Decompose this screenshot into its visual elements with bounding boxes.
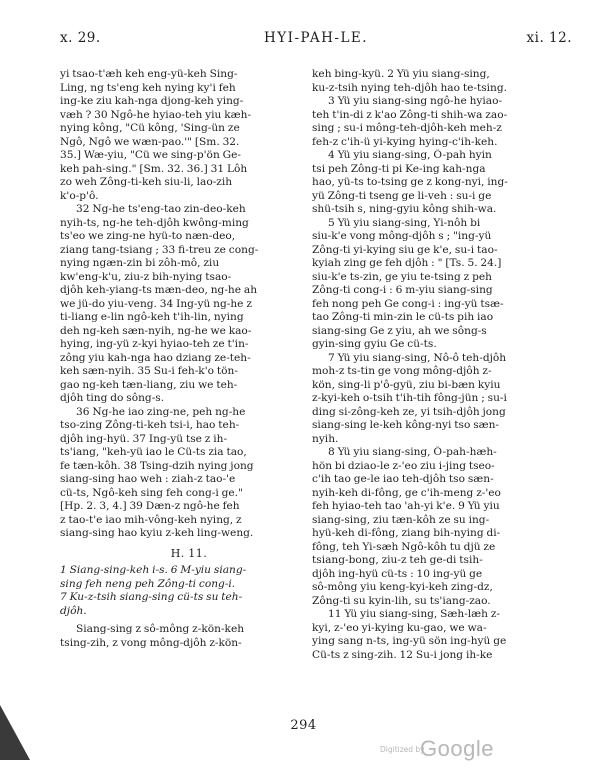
chapter-summary-line: 1 Siang-sing-keh i-s. 6 M-yiu siang- xyxy=(60,564,247,576)
text-line: siu-k'e ts-zin, ge yiu te-tsing z peh xyxy=(312,270,492,283)
text-line: we jü-do yiu-veng. 34 Ing-yü ng-he z xyxy=(60,297,252,310)
text-line: 5 Yü yiu siang-sing, Yi-nôh bi xyxy=(328,216,481,229)
text-line: nyih-keh di-fông, ge c'ih-meng z-'eo xyxy=(312,486,501,499)
text-line: ts'eo we zing-ne hyü-to næn-deo, xyxy=(60,230,236,242)
text-line: k'o-p'ô. xyxy=(60,189,99,202)
text-line: 32 Ng-he ts'eng-tao zin-deo-keh xyxy=(76,203,246,215)
text-line: siang-sing Ge z yiu, ah we sông-s xyxy=(312,324,487,337)
text-line: djôh ting do sông-s. xyxy=(60,392,165,404)
text-line: Ngô, Ngô we wæn-pao.'" [Sm. 32. xyxy=(60,135,240,148)
text-line: keh sæn-nyih. 35 Su-i feh-k'o tön- xyxy=(60,365,238,377)
text-line: Cü-ts z sing-zih. 12 Su-i jong ih-ke xyxy=(312,648,493,661)
text-line: tso-zing Zông-ti-keh tsi-i, hao teh- xyxy=(60,419,240,431)
text-line: kyi, z-'eo yi-kying ku-gao, we wa- xyxy=(312,621,487,634)
text-line: Ling, ng ts'eng keh nying ky'i feh xyxy=(60,81,236,94)
text-line: ti-liang e-lin ngô-keh t'ih-lin, nying xyxy=(60,311,244,323)
text-line: c'ih tao ge-le iao teh-djôh tso sæn- xyxy=(312,473,494,485)
text-line: Siang-sing z sô-mông z-kön-keh xyxy=(76,623,245,635)
text-line: siang-sing, ziu tæn-kôh ze su ing- xyxy=(312,513,490,526)
text-line: 35.] Wæ-yiu, "Cü we sing-p'ön Ge- xyxy=(60,149,241,161)
text-line: keh pah-sing." [Sm. 32. 36.] 31 Lôh xyxy=(60,162,248,175)
text-line: ding si-zông-keh ze, yi tsih-djôh jong xyxy=(312,405,506,418)
text-line: gyin-sing gyiu Ge cü-ts. xyxy=(312,338,437,350)
text-line: [Hp. 2. 3, 4.] 39 Dæn-z ngô-he feh xyxy=(60,500,240,512)
text-line: keh bing-kyü. 2 Yü yiu siang-sing, xyxy=(312,68,490,80)
text-line: væh ? 30 Ngô-he hyiao-teh yiu kæh- xyxy=(60,108,252,121)
text-line: kön, sing-li p'ô-gyü, ziu bi-bæn kyiu xyxy=(312,378,501,391)
text-line: 36 Ng-he iao zing-ne, peh ng-he xyxy=(76,405,246,418)
text-line: z tao-t'e iao mih-vông-keh nying, z xyxy=(60,513,242,526)
text-line: tsing-zih, z vong mông-djôh z-kön- xyxy=(60,636,242,649)
text-line: nying ngæn-zin bi zôh-mô, ziu xyxy=(60,257,220,269)
text-line: siang-sing le-keh kông-nyi tso sæn- xyxy=(312,419,500,431)
text-line: tsi peh Zông-ti pi Ke-ing kah-nga xyxy=(312,162,486,175)
text-line: 7 Yü yiu siang-sing, Nô-ô teh-djôh xyxy=(328,351,507,364)
chapter-summary-line: djôh. xyxy=(60,604,87,617)
text-line: sô-mông yiu keng-kyi-keh zing-dz, xyxy=(312,581,493,593)
watermark-google-logo: Google xyxy=(420,736,494,761)
google-watermark xyxy=(380,736,520,760)
text-line: ing-ke ziu kah-nga djong-keh ying- xyxy=(60,95,244,107)
text-line: djôh keh-yiang-ts mæn-deo, ng-he ah xyxy=(60,284,258,296)
text-line: nyih-ts, ng-he teh-djôh kwông-ming xyxy=(60,216,249,229)
text-line: hön bi dziao-le z-'eo ziu i-jing tseo- xyxy=(312,459,495,472)
chapter-summary-line: sing feh neng peh Zông-ti cong-i. xyxy=(60,577,236,590)
text-line: gao ng-keh tæn-liang, ziu we teh- xyxy=(60,378,238,391)
text-line: Zông-ti yi-kying siu ge k'e, su-i tao- xyxy=(312,243,498,256)
text-line: kyiah zing ge feh djôh : " [Ts. 5. 24.] xyxy=(312,257,502,269)
text-line: yi tsao-t'æh keh eng-yü-keh Sing- xyxy=(60,68,238,80)
text-line: 4 Yü yiu siang-sing, Ô-pah hyin xyxy=(328,149,492,161)
text-line: kw'eng-k'u, ziu-z bih-nying tsao- xyxy=(60,270,232,283)
text-line: tao Zông-ti min-zin le cü-ts pih iao xyxy=(312,311,494,323)
text-line: hao, yü-ts to-tsing ge z kong-nyi, ing- xyxy=(312,176,508,188)
text-line: 11 Yü yiu siang-sing, Sæh-læh z- xyxy=(328,608,500,620)
text-line: tsiang-bong, ziu-z teh ge-di tsih- xyxy=(312,554,483,566)
text-line: hyü-keh di-fông, ziang bih-nying di- xyxy=(312,527,501,539)
text-line: zông yiu kah-nga hao dziang ze-teh- xyxy=(60,351,251,364)
text-line: zo weh Zông-ti-keh siu-li, lao-zih xyxy=(60,176,233,188)
header-chapter-right: xi. 12. xyxy=(526,30,572,46)
text-line: fe tæn-kôh. 38 Tsing-dzih nying jong xyxy=(60,459,254,472)
chapter-heading: H. 11. xyxy=(170,546,208,560)
text-line: sing ; su-i mông-teh-djôh-keh meh-z xyxy=(312,122,502,134)
text-line: siang-sing hao kyiu z-keh ling-weng. xyxy=(60,527,254,539)
left-column xyxy=(60,68,318,698)
header-chapter-left: x. 29. xyxy=(60,30,101,46)
text-line: ziang tang-tsiang ; 33 fi-treu ze cong- xyxy=(60,243,259,256)
right-column xyxy=(312,68,570,698)
text-line: deh ng-keh sæn-nyih, ng-he we kao- xyxy=(60,324,252,337)
text-line: ku-z-tsih nying teh-djôh hao te-tsing. xyxy=(312,81,508,94)
text-line: ts'iang, "keh-yü iao le Cü-ts zia tao, xyxy=(60,446,247,458)
text-line: siu-k'e vong mông-djôh s ; "ing-yü xyxy=(312,230,492,242)
header-title: HYI-PAH-LE. xyxy=(263,30,369,46)
text-line: siang-sing hao weh : ziah-z tao-'e xyxy=(60,473,236,485)
text-line: feh hyiao-teh tao 'ah-yi k'e. 9 Yü yiu xyxy=(312,500,500,512)
text-line: djôh ing-hyü. 37 Ing-yü tse z ih- xyxy=(60,432,228,445)
text-line: hying, ing-yü z-kyi hyiao-teh ze t'in- xyxy=(60,338,249,350)
watermark-digitized-by: Digitized by xyxy=(380,745,425,754)
chapter-summary-line: 7 Ku-z-tsih siang-sing cü-ts su teh- xyxy=(60,591,243,603)
text-line: Zông-ti cong-i : 6 m-yiu siang-sing xyxy=(312,284,493,296)
text-line: z-kyi-keh o-tsih t'ih-tih fông-jün ; su-i xyxy=(312,392,507,404)
text-line: ying sang n-ts, ing-yü sön ing-hyü ge xyxy=(312,635,507,647)
page-number: 294 xyxy=(290,718,317,733)
text-line: feh nong peh Ge cong-i : ing-yü tsæ- xyxy=(312,297,504,310)
text-line: shü-tsih s, ning-gyiu kông shih-wa. xyxy=(312,203,497,215)
text-line: nying kông, "Cü kông, 'Sing-ün ze xyxy=(60,122,240,134)
page-corner-shadow xyxy=(0,705,30,760)
text-line: 8 Yü yiu siang-sing, Ô-pah-hæh- xyxy=(328,446,497,458)
text-line: feh-z c'ih-ü yi-kying hying-c'ih-keh. xyxy=(312,135,498,148)
text-line: cü-ts, Ngô-keh sing feh cong-i ge." xyxy=(60,486,243,499)
text-line: fông, teh Yi-sæh Ngô-kôh tu djü ze xyxy=(312,540,496,553)
text-line: 3 Yü yiu siang-sing ngô-he hyiao- xyxy=(328,95,503,107)
running-header xyxy=(60,30,572,50)
text-line: moh-z ts-tin ge vong mông-djôh z- xyxy=(312,365,492,377)
text-line: yü Zông-ti tseng ge li-veh : su-i ge xyxy=(312,189,492,202)
text-line: djôh ing-hyü cü-ts : 10 ing-yü ge xyxy=(312,567,483,580)
text-line: nyih. xyxy=(312,432,339,445)
text-line: Zông-ti su kyin-lih, su ts'iang-zao. xyxy=(312,594,491,607)
text-line: teh t'in-di z k'ao Zông-ti shih-wa zao- xyxy=(312,108,508,121)
